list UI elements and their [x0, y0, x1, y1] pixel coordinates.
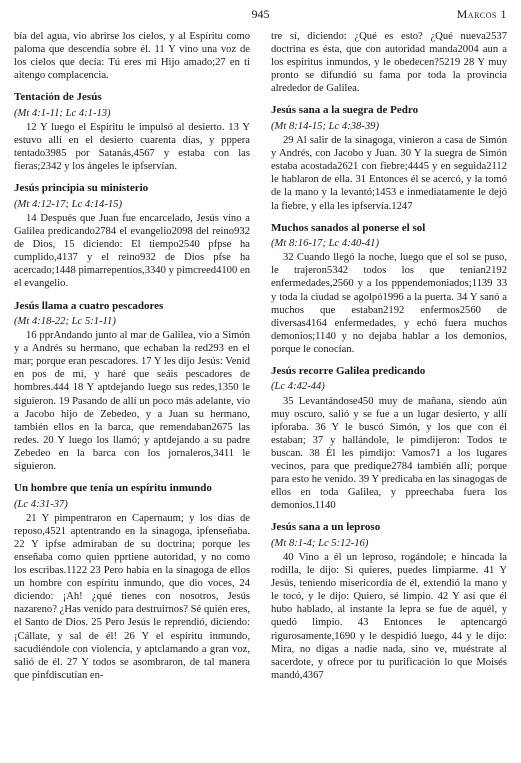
text-columns	[14, 30, 510, 758]
page-number: 945	[251, 7, 270, 21]
page-header	[0, 6, 521, 24]
section-heading: Jesús llama a cuatro pescadores	[14, 299, 164, 312]
section-heading: Jesús sana a la suegra de Pedro	[271, 104, 419, 117]
verse-paragraph: 21 Y pimpentraron en Capernaum; y los días de reposo,4521 aptentrando en la sinagoga, ipfenseñaba. 22 Y ipfse admiraban de su doctrina; porque les enseñaba como quien pprtiene autoridad, y no como los escribas.1122 23 Pero había en la sinagoga de ellos un hombre con espíritu inmundo, que dio voces, 24 diciendo: ¡Ah! ¿qué tienes con nosotros, Jesús nazareno? ¿Has venido para destruirnos? Sé quién eres, el Santo de Dios. 25 Pero Jesús le reprendió, diciendo: ¡Cállate, y sal de él! 26 Y el espíritu inmundo, sacudiéndole con violencia, y aptclamando a gran voz, salió de él. 27 Y todos se asombraron, de tal manera que pinfdiscutían en-	[14, 512, 250, 681]
cross-reference: (Mt 8:14-15; Lc 4:38-39)	[271, 120, 379, 132]
cross-reference: (Mt 4:12-17; Lc 4:14-15)	[14, 198, 122, 210]
verse-paragraph: 16 pprAndando junto al mar de Galilea, vio a Simón y a Andrés su hermano, que echaban la red293 en el mar; porque eran pescadores. 17 Y les dijo Jesús: Venid en pos de mí, y haré que seáis pescadores de hombres.444 18 Y aptdejando luego sus redes,1350 le siguieron. 19 Pasando de allí un poco más adelante, vio a Jacobo hijo de Zebedeo, y a Juan su hermano, también ellos en la barca, que remendaban2675 las redes. 20 Y luego los llamó; y aptdejando a su padre Zebedeo en la barca con los jornaleros,3411 le siguieron.	[14, 330, 250, 473]
cross-reference: (Mt 8:1-4; Lc 5:12-16)	[271, 537, 369, 549]
section-heading: Jesús principia su ministerio	[14, 182, 149, 195]
section-heading: Jesús sana a un leproso	[271, 521, 381, 534]
section-heading: Tentación de Jesús	[14, 91, 102, 104]
section-heading: Jesús recorre Galilea predicando	[271, 364, 426, 377]
cross-reference: (Mt 8:16-17; Lc 4:40-41)	[271, 238, 379, 250]
verse-paragraph: 12 Y luego el Espíritu le impulsó al desierto. 13 Y estuvo allí en el desierto cuarenta días, y pppera tentado3985 por Satanás,4567 y estaba con las fieras;2342 y los ángeles le ipfservían.	[14, 121, 250, 173]
verse-paragraph: 14 Después que Juan fue encarcelado, Jesús vino a Galilea predicando2784 el evangelio2098 del reino932 de Dios, 15 diciendo: El tiempo2540 pfpse ha cumplido,4137 y el reino932 de Dios pfse ha acercado;1448 pimarrepentíos,3340 y pimcreed4100 en el evangelio.	[14, 212, 250, 290]
section-heading: Un hombre que tenía un espíritu inmundo	[14, 482, 212, 495]
verse-paragraph: 29 Al salir de la sinagoga, vinieron a casa de Simón y Andrés, con Jacobo y Juan. 30 Y la suegra de Simón estaba acostada2621 con fiebre;4445 y en seguida2112 le hablaron de ella. 31 Entonces él se acercó, y la tomó de la mano y la levantó;1453 e inmediatamente le dejó la fiebre, y ella les ipfservía.1247	[271, 135, 507, 212]
book-title: Marcos 1	[456, 7, 507, 21]
verse-paragraph: 35 Levantándose450 muy de mañana, siendo aún muy oscuro, salió y se fue a un lugar desierto, y allí ipforaba. 36 Y le buscó Simón, y los que con él estaban; 37 y hallándole, le pimdijeron: Todos te buscan. 38 Él les pimdijo: Vamos71 a los lugares vecinos, para que predique2784 también allí; porque para esto he venido. 39 Y predicaba en las sinagogas de ellos en toda Galilea, y ppreechaba fuera los demonios.1140	[271, 395, 507, 512]
verse-paragraph: bía del agua, vio abrirse los cielos, y al Espíritu como paloma que descendía sobre él. 11 Y vino una voz de los cielos que decía: Tú eres mi Hijo amado;27 en ti aitengo complacencia.	[14, 31, 250, 82]
left-column	[14, 30, 250, 758]
right-column	[271, 30, 507, 758]
cross-reference: (Mt 4:18-22; Lc 5:1-11)	[14, 316, 116, 327]
verse-paragraph: 32 Cuando llegó la noche, luego que el sol se puso, le trajeron5342 todos los que tenían2192 enfermedades,2560 y a los pppendemoniados;1139 33 y toda la ciudad se agolpó1996 a la puerta. 34 Y sanó a muchos que estaban2192 enfermos2560 de diversas4164 enfermedades, y echó fuera muchos demonios;1140 y no dejaba hablar a los demonios, porque le conocían.	[271, 252, 507, 355]
cross-reference: (Lc 4:42-44)	[271, 381, 325, 393]
verse-paragraph: 40 Vino a él un leproso, rogándole; e hincada la rodilla, le dijo: Si quieres, puedes limpiarme. 41 Y Jesús, teniendo misericordia de él, extendió la mano y le tocó, y le dijo: Quiero, sé limpio. 42 Y así que él hubo hablado, al instante la lepra se fue de aquél, y quedó limpio. 43 Entonces le aptencargó rigurosamente,1690 y le despidió luego, 44 y le dijo: Mira, no digas a nadie nada, sino ve, muéstrate al sacerdote, y ofrece por tu purificación lo que Moisés mandó,4367	[271, 552, 507, 681]
cross-reference: (Lc 4:31-37)	[14, 498, 68, 510]
verse-paragraph: tre sí, diciendo: ¿Qué es esto? ¿Qué nueva2537 doctrina es ésta, que con autoridad manda2004 aun a los espíritus inmundos, y le obedecen?5219 28 Y muy pronto se difundió su fama por toda la provincia alrededor de Galilea.	[271, 31, 507, 95]
cross-reference: (Mt 4:1-11; Lc 4:1-13)	[14, 107, 111, 119]
section-heading: Muchos sanados al ponerse el sol	[271, 221, 426, 234]
